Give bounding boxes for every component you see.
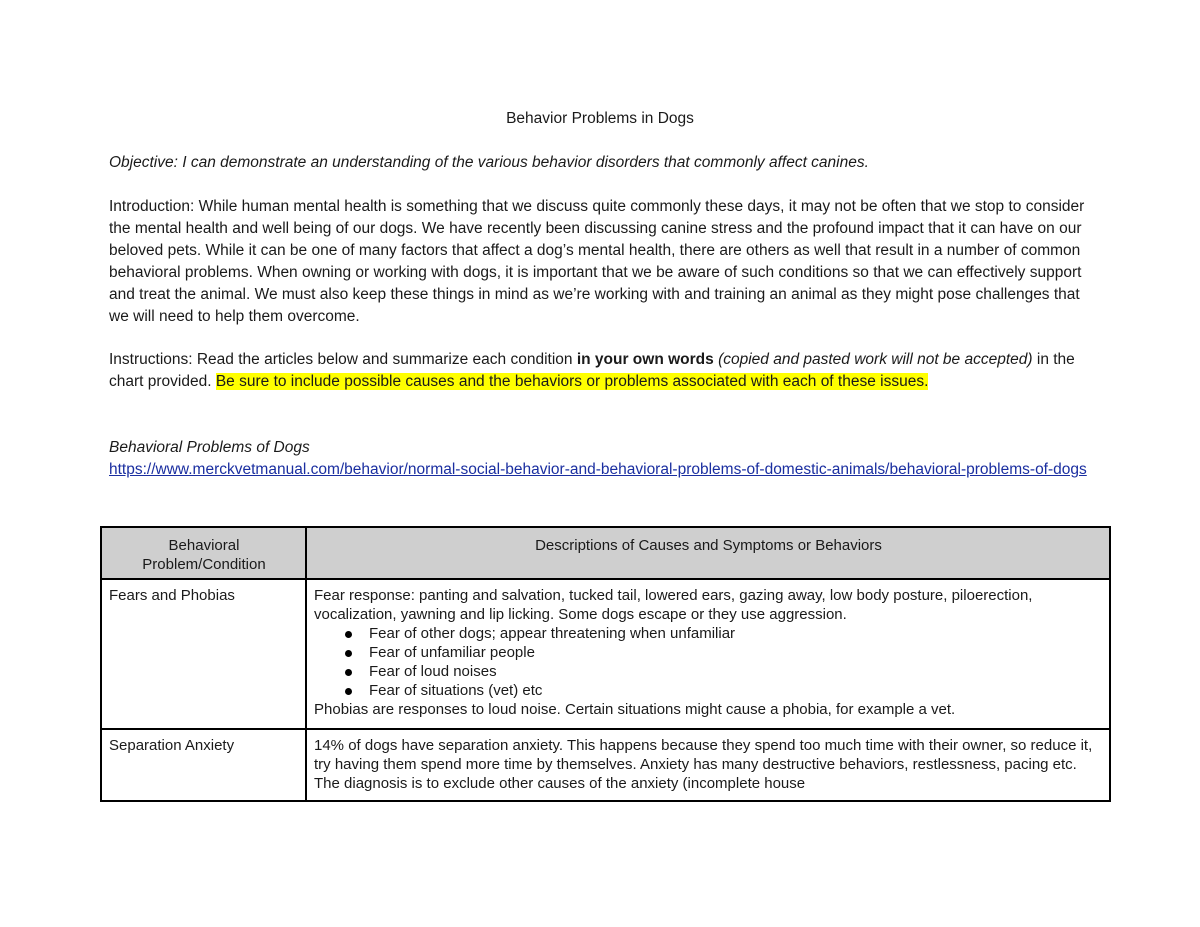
article-title: Behavioral Problems of Dogs: [109, 439, 310, 456]
bullet-list: [314, 624, 1103, 700]
instructions-bold: in your own words: [576, 351, 714, 368]
bullet-item: Fear of unfamiliar people: [369, 643, 1103, 662]
summary-table: [100, 526, 1111, 802]
description-intro: 14% of dogs have separation anxiety. This happens because they spend too much time with their owner, so reduce it, try having them spend more time by themselves. Anxiety has many destructive behaviors, restlessness, pacing etc. The diagnosis is to exclude other causes of the anxiety (incomplete house: [314, 737, 1093, 792]
condition-cell: Separation Anxiety: [101, 729, 306, 801]
condition-cell: Fears and Phobias: [101, 579, 306, 729]
header-description: Descriptions of Causes and Symptoms or Behaviors: [306, 527, 1110, 579]
description-intro: Fear response: panting and salvation, tucked tail, lowered ears, gazing away, low body posture, piloerection, vocalization, yawning and lip licking. Some dogs escape or they use aggression.: [314, 587, 1033, 623]
description-cell: [306, 579, 1110, 729]
instructions-italic: (copied and pasted work will not be accepted): [718, 351, 1033, 368]
instructions-after: in the chart provided.: [109, 351, 1075, 390]
instructions-paragraph: [109, 349, 1094, 393]
table-row: [101, 579, 1110, 729]
table-row: [101, 729, 1110, 801]
bullet-item: Fear of other dogs; appear threatening when unfamiliar: [369, 624, 1103, 643]
table-header-row: [101, 527, 1110, 579]
instructions-highlight: Be sure to include possible causes and the behaviors or problems associated with each of these issues.: [215, 373, 929, 390]
description-outro: Phobias are responses to loud noise. Certain situations might cause a phobia, for example a vet.: [314, 701, 956, 718]
bullet-item: Fear of situations (vet) etc: [369, 681, 1103, 700]
introduction-paragraph: Introduction: While human mental health is something that we discuss quite commonly these days, it may not be often that we stop to consider the mental health and well being of our dogs. We have recently been discussing canine stress and the profound impact that it can have on our beloved pets. While it can be one of many factors that affect a dog’s mental health, there are others as well that result in a number of common behavioral problems. When owning or working with dogs, it is important that we be aware of such conditions so that we can effectively support and treat the animal. We must also keep these things in mind as we’re working with and training an animal as they might pose challenges that we will need to help them overcome.: [109, 198, 1085, 325]
header-condition: Behavioral Problem/Condition: [101, 527, 306, 579]
instructions-lead: Instructions: Read the articles below and summarize each condition: [109, 351, 577, 368]
description-cell: [306, 729, 1110, 801]
article-link[interactable]: https://www.merckvetmanual.com/behavior/normal-social-behavior-and-behavioral-problems-of-domestic-animals/behavioral-problems-of-dogs: [109, 461, 1087, 478]
article-reference: [109, 437, 1094, 481]
bullet-item: Fear of loud noises: [369, 662, 1103, 681]
objective-text: Objective: I can demonstrate an understanding of the various behavior disorders that commonly affect canines.: [109, 154, 869, 171]
document-title: Behavior Problems in Dogs: [506, 110, 694, 127]
